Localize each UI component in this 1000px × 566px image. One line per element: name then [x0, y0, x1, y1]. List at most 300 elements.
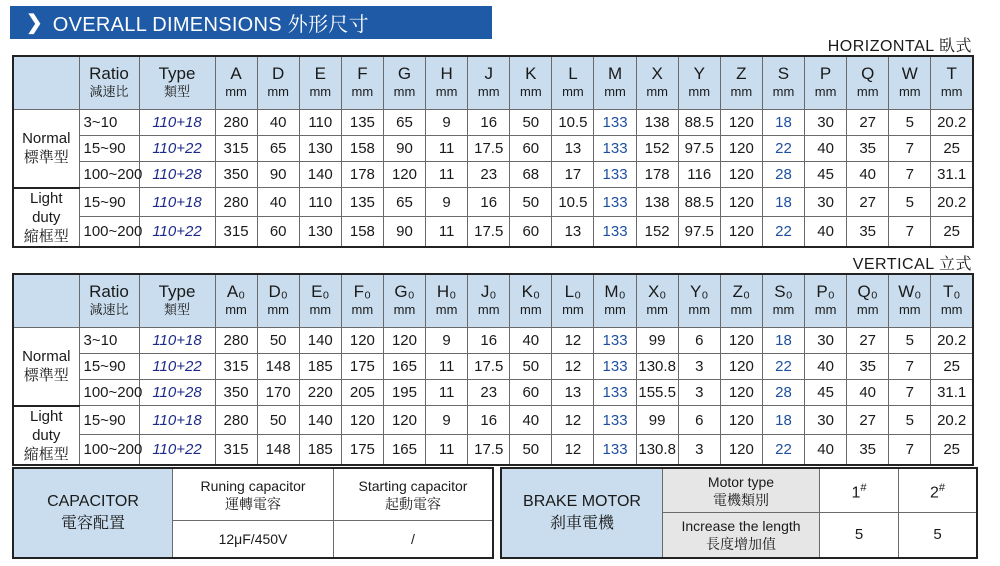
value-cell: 350 — [215, 162, 257, 188]
column-unit: mm — [688, 84, 711, 99]
column-unit: mm — [309, 302, 332, 317]
value-cell: 40 — [257, 110, 299, 136]
type-cell: 110+18 — [139, 328, 215, 354]
motor-type-label: Motor type — [707, 473, 775, 490]
column-letter: Z₀ — [732, 282, 751, 301]
value-cell: 25 — [931, 435, 973, 465]
column-unit: mm — [435, 302, 458, 317]
capacitor-title: CAPACITOR — [47, 493, 139, 510]
vertical-label: VERTICAL 立式 — [852, 256, 972, 273]
column-unit: mm — [772, 84, 795, 99]
section-title-bar — [10, 6, 492, 39]
motor-type-1-hash: # — [860, 481, 867, 494]
table-row — [13, 380, 973, 406]
vertical-header-col-3 — [341, 274, 383, 328]
column-letter: X — [651, 64, 663, 83]
value-cell: 18 — [762, 328, 804, 354]
group-name: Normal — [22, 130, 71, 148]
value-cell: 20.2 — [931, 188, 973, 217]
section-title: OVERALL DIMENSIONS 外形尺寸 — [52, 14, 369, 36]
value-cell: 65 — [257, 136, 299, 162]
value-cell: 50 — [510, 435, 552, 465]
column-unit: mm — [730, 84, 753, 99]
value-cell: 99 — [636, 406, 678, 435]
horizontal-header-col-16 — [889, 56, 931, 110]
column-unit: mm — [477, 84, 500, 99]
value-cell: 6 — [678, 406, 720, 435]
value-cell: 120 — [720, 136, 762, 162]
brake-motor-label — [502, 469, 663, 557]
value-cell: 170 — [257, 380, 299, 406]
horizontal-group-light-duty — [13, 188, 79, 247]
column-unit: mm — [814, 302, 837, 317]
vertical-corner-cell — [13, 274, 79, 328]
type-cell: 110+22 — [139, 435, 215, 465]
horizontal-header-type — [139, 56, 215, 110]
table-row — [13, 136, 973, 162]
column-letter: W₀ — [898, 282, 922, 301]
value-cell: 40 — [257, 188, 299, 217]
ratio-cell: 15~90 — [79, 188, 139, 217]
column-unit: mm — [646, 302, 668, 317]
value-cell: 280 — [215, 406, 257, 435]
value-cell: 28 — [762, 380, 804, 406]
column-sub: 類型 — [163, 302, 190, 317]
value-cell: 135 — [341, 188, 383, 217]
value-cell: 130.8 — [636, 354, 678, 380]
vertical-header-col-15 — [847, 274, 889, 328]
value-cell: 133 — [594, 162, 636, 188]
value-cell: 120 — [720, 110, 762, 136]
running-capacitor-sub: 運轉電容 — [225, 495, 281, 512]
value-cell: 110 — [299, 110, 341, 136]
value-cell: 40 — [805, 217, 847, 247]
type-cell: 110+18 — [139, 188, 215, 217]
ratio-cell: 100~200 — [79, 162, 139, 188]
column-letter: M₀ — [604, 282, 626, 301]
column-unit: mm — [477, 302, 500, 317]
value-cell: 120 — [720, 328, 762, 354]
column-unit: mm — [225, 84, 247, 99]
value-cell: 3 — [678, 380, 720, 406]
value-cell: 280 — [215, 188, 257, 217]
value-cell: 30 — [805, 328, 847, 354]
value-cell: 9 — [426, 110, 468, 136]
value-cell: 11 — [426, 217, 468, 247]
column-letter: Y₀ — [690, 282, 709, 301]
column-letter: Q — [861, 64, 875, 83]
starting-capacitor-sub: 起動電容 — [385, 495, 441, 512]
vertical-header-col-7 — [510, 274, 552, 328]
value-cell: 35 — [847, 435, 889, 465]
starting-capacitor-value: / — [411, 531, 415, 547]
vertical-header-col-9 — [594, 274, 636, 328]
brake-label-column — [663, 469, 820, 557]
value-cell: 7 — [889, 162, 931, 188]
column-letter: W — [901, 64, 918, 83]
vertical-header-col-8 — [552, 274, 594, 328]
value-cell: 45 — [805, 380, 847, 406]
value-cell: 158 — [341, 217, 383, 247]
value-cell: 23 — [468, 380, 510, 406]
vertical-header-col-13 — [762, 274, 804, 328]
value-cell: 138 — [636, 188, 678, 217]
value-cell: 18 — [762, 188, 804, 217]
column-letter: H₀ — [436, 282, 457, 301]
value-cell: 120 — [720, 217, 762, 247]
vertical-header-col-14 — [805, 274, 847, 328]
vertical-header-col-12 — [720, 274, 762, 328]
value-cell: 28 — [762, 162, 804, 188]
value-cell: 13 — [552, 217, 594, 247]
value-cell: 12 — [552, 435, 594, 465]
vertical-header-type — [139, 274, 215, 328]
value-cell: 133 — [594, 110, 636, 136]
value-cell: 90 — [383, 136, 425, 162]
value-cell: 40 — [805, 136, 847, 162]
group-sub: 縮框型 — [23, 227, 69, 245]
column-letter: F — [357, 64, 368, 83]
ratio-cell: 15~90 — [79, 406, 139, 435]
capacitor-title-sub: 電容配置 — [60, 515, 125, 532]
column-unit: mm — [730, 302, 753, 317]
value-cell: 60 — [510, 217, 552, 247]
horizontal-header-col-11 — [678, 56, 720, 110]
value-cell: 40 — [510, 328, 552, 354]
column-unit: mm — [562, 302, 584, 317]
value-cell: 60 — [510, 380, 552, 406]
horizontal-header-col-0 — [215, 56, 257, 110]
value-cell: 133 — [594, 354, 636, 380]
value-cell: 120 — [720, 162, 762, 188]
value-cell: 7 — [889, 354, 931, 380]
column-letter: L₀ — [564, 282, 582, 301]
motor-type-header — [663, 469, 819, 513]
value-cell: 120 — [383, 162, 425, 188]
value-cell: 16 — [468, 188, 510, 217]
value-cell: 10.5 — [552, 188, 594, 217]
value-cell: 5 — [889, 406, 931, 435]
value-cell: 140 — [299, 162, 341, 188]
column-letter: H — [440, 64, 453, 83]
value-cell: 40 — [510, 406, 552, 435]
value-cell: 31.1 — [931, 380, 973, 406]
table-row — [13, 217, 973, 247]
value-cell: 185 — [299, 354, 341, 380]
value-cell: 17.5 — [468, 136, 510, 162]
value-cell: 65 — [383, 188, 425, 217]
brake-motor-title-sub: 刹車電機 — [549, 515, 614, 532]
column-letter: J₀ — [480, 282, 497, 301]
column-unit: mm — [562, 84, 584, 99]
vertical-header-col-6 — [468, 274, 510, 328]
value-cell: 7 — [889, 136, 931, 162]
value-cell: 120 — [720, 435, 762, 465]
column-unit: mm — [267, 302, 289, 317]
column-unit: mm — [519, 84, 542, 99]
value-cell: 148 — [257, 435, 299, 465]
value-cell: 175 — [341, 354, 383, 380]
increase-length-header — [663, 513, 819, 557]
value-cell: 12 — [552, 354, 594, 380]
value-cell: 7 — [889, 435, 931, 465]
vertical-group-light-duty — [13, 406, 79, 465]
value-cell: 3 — [678, 354, 720, 380]
value-cell: 315 — [215, 136, 257, 162]
value-cell: 25 — [931, 354, 973, 380]
column-unit: mm — [898, 302, 921, 317]
value-cell: 135 — [341, 110, 383, 136]
column-unit: mm — [225, 302, 247, 317]
column-unit: mm — [646, 84, 668, 99]
value-cell: 152 — [636, 136, 678, 162]
increase-length-sub: 長度增加值 — [706, 536, 776, 552]
value-cell: 165 — [383, 354, 425, 380]
value-cell: 30 — [805, 406, 847, 435]
value-cell: 97.5 — [678, 217, 720, 247]
group-name: Light duty — [29, 407, 63, 444]
column-letter: E₀ — [311, 282, 330, 301]
value-cell: 65 — [383, 110, 425, 136]
value-cell: 30 — [805, 188, 847, 217]
value-cell: 140 — [299, 406, 341, 435]
value-cell: 315 — [215, 354, 257, 380]
value-cell: 20.2 — [931, 110, 973, 136]
column-unit: mm — [435, 84, 458, 99]
value-cell: 18 — [762, 406, 804, 435]
column-letter: M — [607, 64, 623, 83]
motor-type-1 — [820, 469, 898, 513]
value-cell: 13 — [552, 380, 594, 406]
vertical-header-col-1 — [257, 274, 299, 328]
horizontal-header-col-14 — [805, 56, 847, 110]
value-cell: 40 — [847, 380, 889, 406]
column-unit: mm — [814, 84, 837, 99]
value-cell: 50 — [510, 354, 552, 380]
value-cell: 185 — [299, 435, 341, 465]
value-cell: 27 — [847, 110, 889, 136]
value-cell: 130 — [299, 217, 341, 247]
column-name: Ratio — [89, 282, 129, 301]
horizontal-header-col-9 — [594, 56, 636, 110]
value-cell: 27 — [847, 188, 889, 217]
value-cell: 88.5 — [678, 110, 720, 136]
value-cell: 22 — [762, 136, 804, 162]
value-cell: 315 — [215, 217, 257, 247]
type-cell: 110+22 — [139, 136, 215, 162]
column-letter: D₀ — [268, 282, 288, 301]
table-row — [13, 406, 973, 435]
column-letter: K — [525, 64, 537, 83]
type-cell: 110+28 — [139, 380, 215, 406]
value-cell: 17.5 — [468, 354, 510, 380]
horizontal-header-col-12 — [720, 56, 762, 110]
value-cell: 140 — [299, 328, 341, 354]
column-unit: mm — [856, 302, 879, 317]
ratio-cell: 15~90 — [79, 136, 139, 162]
column-letter: P — [819, 64, 832, 83]
column-unit: mm — [393, 84, 416, 99]
ratio-cell: 100~200 — [79, 217, 139, 247]
column-letter: F₀ — [353, 282, 372, 301]
value-cell: 133 — [594, 217, 636, 247]
value-cell: 22 — [762, 354, 804, 380]
running-capacitor-label: Runing capacitor — [200, 477, 306, 494]
column-unit: mm — [267, 84, 289, 99]
increase-length-1: 5 — [854, 526, 864, 543]
column-letter: P₀ — [816, 282, 835, 301]
value-cell: 20.2 — [931, 406, 973, 435]
value-cell: 50 — [510, 110, 552, 136]
horizontal-header-col-5 — [426, 56, 468, 110]
value-cell: 17.5 — [468, 435, 510, 465]
value-cell: 133 — [594, 136, 636, 162]
value-cell: 5 — [889, 110, 931, 136]
starting-capacitor-header — [334, 469, 492, 521]
column-letter: S — [777, 64, 790, 83]
value-cell: 25 — [931, 136, 973, 162]
brake-motor-title: BRAKE MOTOR — [523, 493, 641, 510]
motor-type-2-hash: # — [938, 481, 946, 494]
vertical-header-col-10 — [636, 274, 678, 328]
column-unit: mm — [351, 302, 374, 317]
vertical-header-col-17 — [931, 274, 973, 328]
column-letter: D — [272, 64, 285, 83]
column-name: Type — [158, 64, 196, 83]
column-letter: Q₀ — [857, 282, 878, 301]
value-cell: 16 — [468, 110, 510, 136]
value-cell: 138 — [636, 110, 678, 136]
group-name: Light duty — [29, 189, 63, 226]
type-cell: 110+18 — [139, 406, 215, 435]
value-cell: 22 — [762, 435, 804, 465]
value-cell: 178 — [341, 162, 383, 188]
motor-type-2 — [899, 469, 976, 513]
value-cell: 205 — [341, 380, 383, 406]
value-cell: 40 — [805, 435, 847, 465]
horizontal-dimensions-table — [12, 55, 974, 248]
value-cell: 11 — [426, 354, 468, 380]
value-cell: 9 — [426, 188, 468, 217]
horizontal-corner-cell — [13, 56, 79, 110]
value-cell: 13 — [552, 136, 594, 162]
value-cell: 6 — [678, 328, 720, 354]
value-cell: 120 — [720, 406, 762, 435]
value-cell: 25 — [931, 217, 973, 247]
running-capacitor-header — [173, 469, 333, 521]
value-cell: 40 — [805, 354, 847, 380]
vertical-header-col-11 — [678, 274, 720, 328]
horizontal-group-normal — [13, 110, 79, 188]
value-cell: 280 — [215, 110, 257, 136]
vertical-header-col-0 — [215, 274, 257, 328]
table-row — [13, 188, 973, 217]
horizontal-header-col-8 — [552, 56, 594, 110]
type-cell: 110+22 — [139, 354, 215, 380]
column-letter: G — [397, 64, 412, 83]
column-unit: mm — [772, 302, 795, 317]
value-cell: 88.5 — [678, 188, 720, 217]
value-cell: 35 — [847, 136, 889, 162]
value-cell: 350 — [215, 380, 257, 406]
column-letter: Y — [693, 64, 705, 83]
value-cell: 97.5 — [678, 136, 720, 162]
value-cell: 60 — [257, 217, 299, 247]
column-unit: mm — [898, 84, 921, 99]
vertical-dimensions-table — [12, 273, 974, 466]
column-name: Type — [158, 282, 196, 301]
value-cell: 165 — [383, 435, 425, 465]
value-cell: 9 — [426, 406, 468, 435]
value-cell: 16 — [468, 328, 510, 354]
increase-length-2: 5 — [933, 526, 942, 543]
value-cell: 99 — [636, 328, 678, 354]
column-letter: T₀ — [942, 282, 961, 301]
value-cell: 155.5 — [636, 380, 678, 406]
column-letter: G₀ — [394, 282, 415, 301]
running-capacitor-column — [173, 469, 334, 557]
starting-capacitor-column — [334, 469, 492, 557]
value-cell: 68 — [510, 162, 552, 188]
vertical-header-ratio — [79, 274, 139, 328]
motor-type-2-column — [899, 469, 976, 557]
ratio-cell: 3~10 — [79, 110, 139, 136]
vertical-header-col-2 — [299, 274, 341, 328]
motor-type-sub: 電機類別 — [713, 491, 769, 508]
group-sub: 縮框型 — [23, 445, 69, 463]
value-cell: 12 — [552, 406, 594, 435]
value-cell: 7 — [889, 217, 931, 247]
value-cell: 120 — [383, 406, 425, 435]
column-sub: 類型 — [163, 84, 190, 99]
value-cell: 40 — [847, 162, 889, 188]
value-cell: 280 — [215, 328, 257, 354]
horizontal-header-col-10 — [636, 56, 678, 110]
vertical-header-col-4 — [383, 274, 425, 328]
value-cell: 12 — [552, 328, 594, 354]
horizontal-header-col-17 — [931, 56, 973, 110]
value-cell: 35 — [847, 217, 889, 247]
value-cell: 18 — [762, 110, 804, 136]
capacitor-label — [14, 469, 173, 557]
column-letter: X₀ — [647, 282, 667, 301]
increase-length-label: Increase the length — [681, 518, 801, 534]
column-unit: mm — [688, 302, 711, 317]
value-cell: 90 — [257, 162, 299, 188]
column-name: Ratio — [89, 64, 129, 83]
ratio-cell: 3~10 — [79, 328, 139, 354]
value-cell: 27 — [847, 406, 889, 435]
type-cell: 110+18 — [139, 110, 215, 136]
value-cell: 120 — [341, 328, 383, 354]
value-cell: 60 — [510, 136, 552, 162]
column-unit: mm — [856, 84, 879, 99]
value-cell: 158 — [341, 136, 383, 162]
value-cell: 22 — [762, 217, 804, 247]
brake-motor-box — [500, 467, 978, 559]
column-unit: mm — [519, 302, 542, 317]
column-letter: S₀ — [774, 282, 793, 301]
starting-capacitor-label: Starting capacitor — [358, 477, 468, 494]
value-cell: 27 — [847, 328, 889, 354]
column-unit: mm — [604, 302, 626, 317]
value-cell: 195 — [383, 380, 425, 406]
column-letter: Z — [736, 64, 747, 83]
column-unit: mm — [940, 302, 963, 317]
value-cell: 50 — [257, 328, 299, 354]
value-cell: 133 — [594, 406, 636, 435]
value-cell: 120 — [720, 188, 762, 217]
